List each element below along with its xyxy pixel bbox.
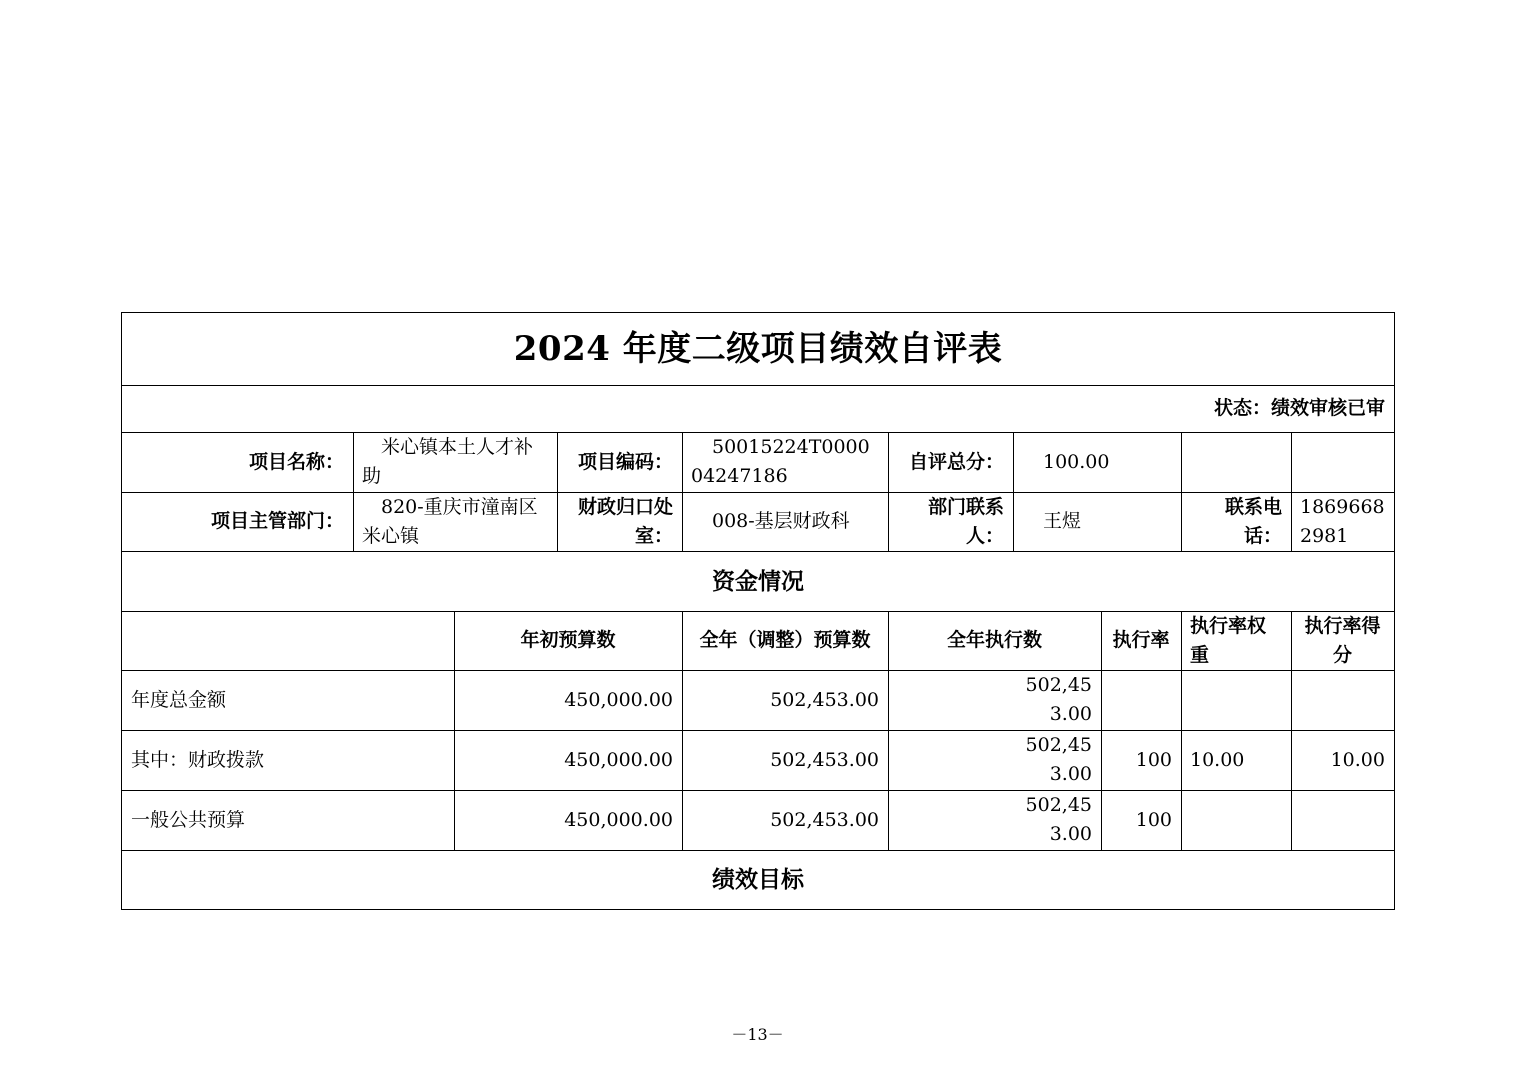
- funds-row-rate: [1101, 670, 1181, 730]
- contact-label: [888, 492, 1013, 551]
- finance-office-label: [557, 492, 682, 551]
- project-name-value: [353, 432, 557, 492]
- phone-value: [1291, 492, 1394, 551]
- funds-header-weight: [1181, 611, 1291, 670]
- funds-header-blank: [122, 611, 454, 670]
- goals-section-title: 绩效目标: [712, 866, 804, 893]
- project-code-label: 项目编码：: [577, 450, 673, 473]
- funds-row-adjusted: 502,453.00: [770, 748, 879, 771]
- funds-row-weight: [1181, 670, 1291, 730]
- funds-header-adjusted: 全年（调整）预算数: [699, 629, 871, 651]
- funds-row-initial: 450,000.00: [564, 748, 673, 771]
- funds-row-initial: 450,000.00: [564, 808, 673, 831]
- phone-text: 18696682981: [1300, 495, 1385, 547]
- funds-row-adjusted: 502,453.00: [770, 808, 879, 831]
- self-score-label: 自评总分：: [908, 450, 1004, 473]
- project-code-text: 50015224T000004247186: [691, 436, 870, 487]
- funds-row-name: 其中：财政拨款: [131, 748, 265, 771]
- funds-row-executed-text: 502,453.00: [1025, 734, 1092, 785]
- funds-header-initial: 年初预算数: [520, 629, 616, 651]
- funds-row-name: 年度总金额: [131, 688, 227, 711]
- status-text: 状态：绩效审核已审: [1213, 397, 1385, 419]
- funds-header-executed: 全年执行数: [946, 629, 1042, 651]
- contact-value: 王煜: [1043, 510, 1082, 532]
- funds-row-score: [1291, 670, 1394, 730]
- funds-row-executed: [888, 670, 1101, 730]
- funds-row-weight: 10.00: [1190, 748, 1245, 771]
- funds-header-rate: 执行率: [1112, 629, 1170, 651]
- dept-text: 820-重庆市潼南区米心镇: [362, 495, 538, 547]
- funds-header-score-text: 执行率得分: [1304, 614, 1381, 666]
- funds-row-executed-text: 502,453.00: [1025, 674, 1092, 725]
- project-name-text: 米心镇本土人才补助: [362, 436, 534, 487]
- funds-row-rate: 100: [1135, 808, 1172, 831]
- funds-row-executed: [888, 790, 1101, 850]
- project-name-label: 项目名称：: [248, 450, 344, 473]
- empty-cell: [1181, 432, 1291, 492]
- funds-row-weight: [1181, 790, 1291, 850]
- funds-row-initial: 450,000.00: [564, 688, 673, 711]
- performance-self-evaluation-table: [121, 312, 1395, 910]
- funds-row-executed: [888, 730, 1101, 790]
- funds-section-title: 资金情况: [712, 567, 804, 595]
- funds-row-adjusted: 502,453.00: [770, 688, 879, 711]
- page-title: 2024 年度二级项目绩效自评表: [513, 328, 1003, 369]
- self-score-value: 100.00: [1043, 450, 1110, 473]
- finance-office-text: 财政归口处室：: [577, 495, 673, 547]
- funds-header-score: [1291, 611, 1394, 670]
- funds-row-executed-text: 502,453.00: [1025, 794, 1092, 845]
- project-code-value: [682, 432, 888, 492]
- page-number: －13－: [731, 1025, 784, 1044]
- funds-row-name: 一般公共预算: [131, 808, 246, 831]
- finance-office-value: 008-基层财政科: [712, 510, 850, 532]
- contact-text: 部门联系人：: [927, 495, 1004, 547]
- dept-label: 项目主管部门：: [210, 510, 344, 532]
- funds-row-score: [1291, 790, 1394, 850]
- funds-row-score: 10.00: [1330, 748, 1385, 771]
- funds-header-weight-text: 执行率权重: [1190, 614, 1267, 666]
- empty-cell: [1291, 432, 1394, 492]
- funds-row-rate: 100: [1135, 748, 1172, 771]
- phone-label: 联系电话：: [1224, 495, 1282, 547]
- dept-value: [353, 492, 557, 551]
